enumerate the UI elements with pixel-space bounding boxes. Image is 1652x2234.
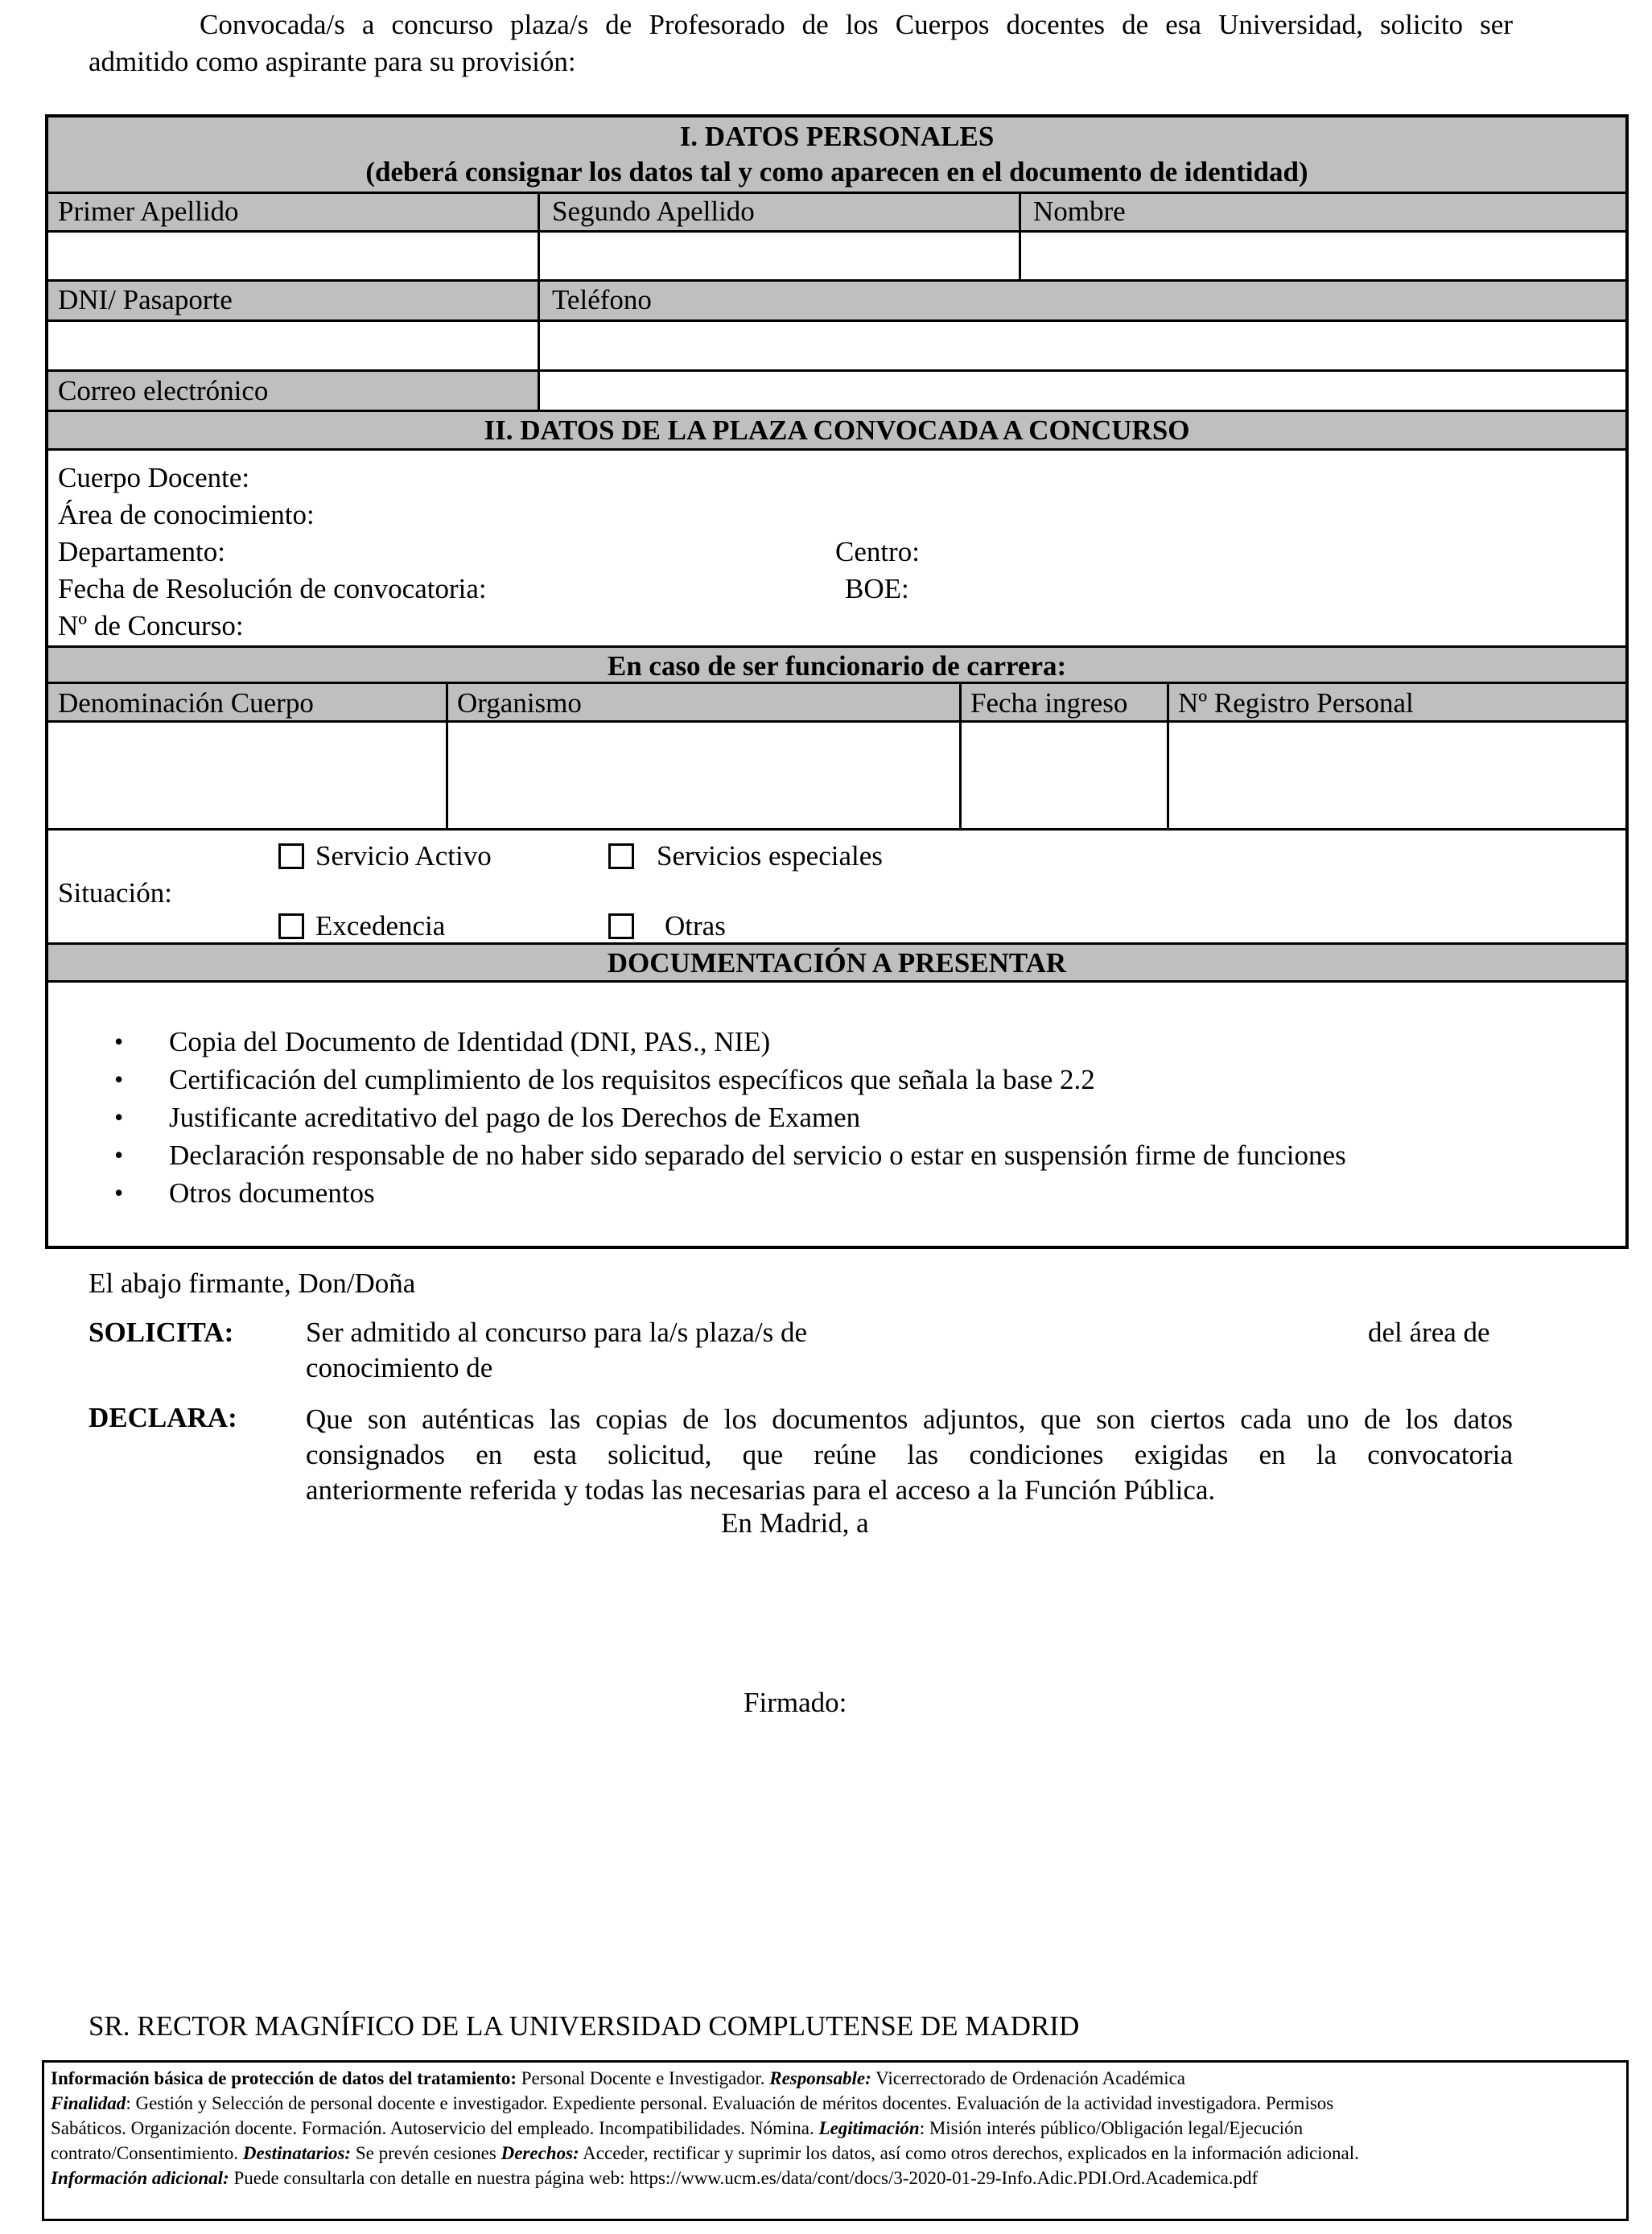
- footer-key: Información adicional:: [51, 2168, 229, 2188]
- denominacion-field[interactable]: [51, 723, 443, 826]
- dni-label: DNI/ Pasaporte: [58, 284, 233, 315]
- footer-line-4: [51, 2141, 1620, 2166]
- solicita-text-1: Ser admitido al concurso para la/s plaza/s de: [306, 1317, 807, 1348]
- divider: [538, 372, 540, 410]
- application-form: [45, 114, 1629, 1249]
- declara-line-3: anteriormente referida y todas las necesarias para el acceso a la Función Pública.: [306, 1474, 1216, 1506]
- nombre-field[interactable]: [1022, 233, 1625, 278]
- footer-heading: Información básica de protección de datos del tratamiento:: [51, 2068, 517, 2088]
- footer-text: : Gestión y Selección de personal docente e investigador. Expediente personal. Evaluación de méritos docentes. Evaluación de la actividad investigadora. Permisos: [126, 2093, 1334, 2113]
- dni-field[interactable]: [51, 322, 534, 367]
- footer-key: Responsable:: [769, 2068, 871, 2088]
- fecha-resolucion-label: Fecha de Resolución de convocatoria:: [58, 573, 487, 604]
- footer-line-2: [51, 2091, 1620, 2116]
- segundo-apellido-label: Segundo Apellido: [552, 196, 755, 227]
- footer-line-5: [51, 2166, 1620, 2191]
- contact-label-row: [48, 282, 1625, 319]
- nombre-label: Nombre: [1033, 196, 1126, 227]
- funcionario-title: En caso de ser funcionario de carrera:: [607, 650, 1067, 682]
- primer-apellido-field[interactable]: [51, 233, 534, 278]
- otras-checkbox[interactable]: [608, 913, 634, 939]
- otras-option[interactable]: [608, 910, 726, 942]
- servicio-activo-label: Servicio Activo: [315, 840, 492, 872]
- section1-title: I. DATOS PERSONALES: [679, 121, 995, 152]
- organismo-field[interactable]: [451, 723, 956, 826]
- solicita-text-2: conocimiento de: [306, 1352, 493, 1383]
- list-item: • Otros documentos: [48, 1174, 1346, 1212]
- telefono-label: Teléfono: [552, 284, 652, 315]
- correo-label: Correo electrónico: [58, 375, 269, 406]
- list-item: • Declaración responsable de no haber sido separado del servicio o estar en suspensión firme de funciones: [48, 1136, 1346, 1174]
- footer-text: Acceder, rectificar y suprimir los datos, así como otros derechos, explicados en la información adicional.: [579, 2143, 1359, 2163]
- footer-text: : Misión interés público/Obligación legal/Ejecución: [919, 2118, 1304, 2138]
- list-item: • Justificante acreditativo del pago de los Derechos de Examen: [48, 1098, 1346, 1136]
- data-protection-box: [42, 2060, 1629, 2221]
- declara-line-1: Que son auténticas las copias de los documentos adjuntos, que son ciertos cada uno de los datos: [306, 1403, 1513, 1435]
- num-concurso-label: Nº de Concurso:: [58, 610, 244, 641]
- divider: [446, 684, 448, 828]
- divider: [48, 828, 1625, 831]
- names-label-row: [48, 194, 1625, 230]
- footer-key: Finalidad: [51, 2093, 126, 2113]
- documentacion-title: DOCUMENTACIÓN A PRESENTAR: [607, 947, 1067, 979]
- excedencia-option[interactable]: [278, 910, 445, 942]
- servicios-especiales-checkbox[interactable]: [608, 843, 634, 869]
- otras-label: Otras: [665, 910, 726, 942]
- rector-addressee: SR. RECTOR MAGNÍFICO DE LA UNIVERSIDAD COMPLUTENSE DE MADRID: [89, 2010, 1080, 2042]
- documentacion-list: [48, 1023, 1346, 1212]
- section1-subtitle: (deberá consignar los datos tal y como aparecen en el documento de identidad): [365, 156, 1308, 188]
- organismo-label: Organismo: [457, 687, 582, 719]
- denominacion-label: Denominación Cuerpo: [58, 687, 314, 719]
- intro-paragraph: [89, 6, 1513, 80]
- lugar-fecha: En Madrid, a: [721, 1507, 869, 1539]
- footer-key: Derechos:: [501, 2143, 579, 2163]
- fecha-ingreso-field[interactable]: [964, 723, 1164, 826]
- correo-field[interactable]: [541, 372, 1625, 408]
- divider: [48, 980, 1625, 983]
- boe-label: BOE:: [845, 573, 909, 604]
- excedencia-checkbox[interactable]: [278, 913, 304, 939]
- footer-key: Legitimación: [818, 2118, 920, 2138]
- servicio-activo-option[interactable]: [278, 840, 492, 872]
- declara-line-2: consignados en esta solicitud, que reúne las condiciones exigidas en la convocatoria: [306, 1439, 1513, 1470]
- footer-line-1: [51, 2066, 1620, 2091]
- divider: [1019, 194, 1021, 282]
- segundo-apellido-field[interactable]: [541, 233, 1017, 278]
- servicio-activo-checkbox[interactable]: [278, 843, 304, 869]
- excedencia-label: Excedencia: [315, 910, 446, 942]
- departamento-label: Departamento:: [58, 536, 225, 567]
- centro-label: Centro:: [835, 536, 920, 567]
- cuerpo-docente-label: Cuerpo Docente:: [58, 462, 250, 493]
- divider: [538, 282, 540, 372]
- solicita-label: SOLICITA:: [89, 1317, 234, 1348]
- intro-line-2: admitido como aspirante para su provisión:: [89, 46, 576, 77]
- footer-line-3: [51, 2116, 1620, 2141]
- telefono-field[interactable]: [541, 322, 1625, 367]
- footer-text: contrato/Consentimiento.: [51, 2143, 243, 2163]
- section2-title: II. DATOS DE LA PLAZA CONVOCADA A CONCURSO: [484, 414, 1190, 446]
- divider: [1167, 684, 1169, 828]
- footer-text: Se prevén cesiones: [351, 2143, 501, 2163]
- solicita-text-1b: del área de: [1368, 1317, 1490, 1348]
- footer-key: Destinatarios:: [242, 2143, 352, 2163]
- list-item: • Copia del Documento de Identidad (DNI, PAS., NIE): [48, 1023, 1346, 1061]
- primer-apellido-label: Primer Apellido: [58, 196, 239, 227]
- declara-label: DECLARA:: [89, 1402, 237, 1433]
- registro-label: Nº Registro Personal: [1178, 687, 1414, 719]
- list-item: • Certificación del cumplimiento de los requisitos específicos que señala la base 2.2: [48, 1061, 1346, 1098]
- registro-field[interactable]: [1172, 723, 1625, 826]
- footer-text: Personal Docente e Investigador.: [517, 2068, 770, 2088]
- abajo-firmante: El abajo firmante, Don/Doña: [89, 1267, 416, 1299]
- servicios-especiales-option[interactable]: [608, 840, 883, 872]
- fecha-ingreso-label: Fecha ingreso: [970, 687, 1128, 719]
- intro-line-1: Convocada/s a concurso plaza/s de Profesorado de los Cuerpos docentes de esa Universidad, solicito ser: [200, 9, 1513, 40]
- divider: [959, 684, 962, 828]
- divider: [538, 194, 540, 282]
- footer-text: Vicerrectorado de Ordenación Académica: [871, 2068, 1186, 2088]
- area-label: Área de conocimiento:: [58, 499, 315, 530]
- divider: [48, 448, 1625, 451]
- situacion-label: Situación:: [58, 877, 172, 909]
- footer-text: Puede consultarla con detalle en nuestra página web: https://www.ucm.es/data/cont/docs/3-2020-01-29-Info.Adic.PDI.Ord.Academica.pdf: [229, 2168, 1259, 2188]
- servicios-especiales-label: Servicios especiales: [657, 840, 883, 872]
- firmado-label: Firmado:: [744, 1687, 847, 1718]
- footer-text: Sabáticos. Organización docente. Formación. Autoservicio del empleado. Incompatibilidades. Nómina.: [51, 2118, 819, 2138]
- declara-text: [306, 1402, 1513, 1508]
